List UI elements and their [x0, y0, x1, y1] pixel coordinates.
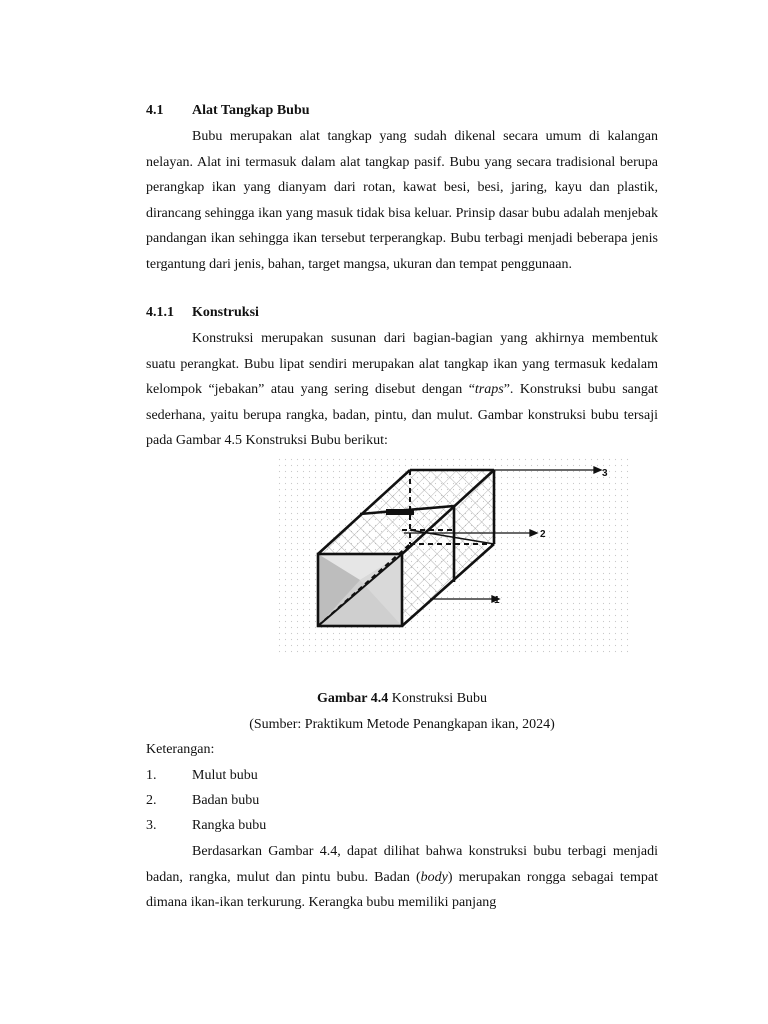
subsection-title: Konstruksi: [192, 305, 259, 320]
konstruksi-text-a: Konstruksi merupakan susunan dari bagian-bagian yang akhirnya membentuk suatu perangkat. Bubu lipat sendiri merupakan alat tangkap ikan yang termasuk kedalam kelompok “jebakan” atau yang sering disebut dengan “: [146, 331, 658, 397]
legend-label: Mulut bubu: [192, 768, 258, 783]
door-latch: [386, 509, 414, 515]
closing-italic: body: [420, 869, 448, 885]
paragraph-berdasarkan: [146, 839, 658, 916]
subsection-number: 4.1.1: [146, 305, 174, 320]
legend-label: Rangka bubu: [192, 818, 267, 833]
section-heading-4-1-1: [146, 303, 259, 323]
konstruksi-text-b: ”. Konstruksi bubu sangat sederhana, yaitu berupa rangka, badan, pintu, dan mulut. Gambar konstruksi bubu tersaji pada Gambar 4.5 Konstruksi Bubu berikut:: [146, 382, 658, 448]
legend-item: [146, 791, 259, 811]
paragraph-konstruksi: [146, 326, 658, 454]
legend-number: 3.: [146, 818, 157, 833]
legend-label: Badan bubu: [192, 793, 260, 808]
legend-item: [146, 766, 258, 786]
paragraph-alat-tangkap: Bubu merupakan alat tangkap yang sudah dikenal secara umum di kalangan nelayan. Alat ini termasuk dalam alat tangkap pasif. Bubu yang secara tradisional berupa perangkap ikan yang dianyam dari rotan, kawat besi, besi, jaring, kayu dan plastik, dirancang sehingga ikan yang masuk tidak bisa keluar. Prinsip dasar bubu adalah menjebak pandangan ikan sehingga ikan tersebut terperangkap. Bubu terbagi menjadi beberapa jenis tergantung dari jenis, bahan, target mangsa, ukuran dan tempat penggunaan.: [146, 129, 658, 272]
closing-text-a: Berdasarkan Gambar 4.4, dapat dilihat bahwa konstruksi bubu terbagi menjadi badan, rangka, mulut dan pintu bubu. Badan (: [146, 844, 658, 885]
legend-number: 2.: [146, 793, 157, 808]
caption-bold: Gambar 4.4: [316, 691, 389, 706]
bubu-construction-diagram: [278, 458, 630, 654]
label-1: 1: [494, 595, 500, 606]
figure-caption: [146, 689, 658, 709]
konstruksi-italic: traps: [474, 382, 504, 397]
section-title: Alat Tangkap Bubu: [192, 103, 310, 118]
label-2: 2: [540, 529, 546, 540]
caption-text: Konstruksi Bubu: [388, 691, 488, 706]
figure-source: (Sumber: Praktikum Metode Penangkapan ikan, 2024): [249, 717, 555, 732]
closing-text-b: ) merupakan rongga sebagai tempat dimana ikan-ikan terkurung. Kerangka bubu memiliki panjang: [146, 869, 658, 910]
section-number: 4.1: [146, 103, 164, 118]
label-3: 3: [602, 468, 608, 479]
legend-number: 1.: [146, 768, 157, 783]
section-heading-4-1: [146, 101, 310, 121]
legend-item: [146, 816, 266, 836]
legend-title: Keterangan:: [146, 742, 215, 757]
